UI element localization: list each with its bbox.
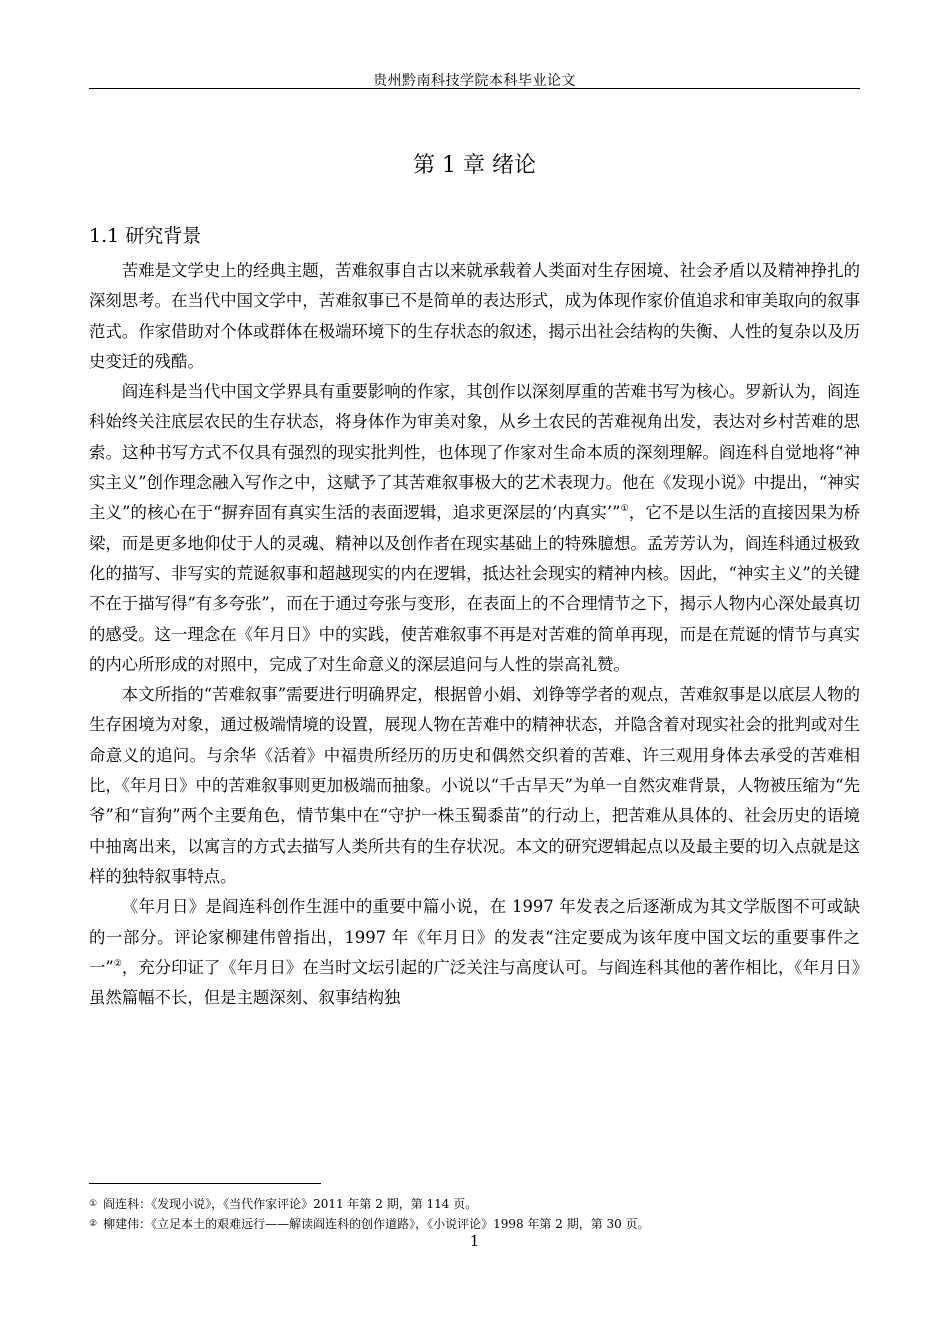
paragraph-2 [89, 377, 860, 680]
paragraph-4-part-1: 《年月日》是阎连科创作生涯中的重要中篇小说，在 1997 年发表之后逐渐成为其文学版图不可或缺的一部分。评论家柳建伟曾指出，1997 年《年月日》的发表“注定要成为该年度中国文坛的重要事件之一” [89, 897, 860, 977]
footnote-mark-2: ② [89, 1219, 98, 1229]
footnotes [89, 1194, 860, 1234]
footnote-2 [89, 1214, 860, 1234]
chapter-title: 第 1 章 绪论 [413, 153, 536, 178]
footnote-1 [89, 1194, 860, 1214]
footnote-text-2: 柳建伟：《立足本土的艰难远行——解读阎连科的创作道路》，《小说评论》1998 年第 2 期，第 30 页。 [103, 1217, 650, 1231]
section-title: 1.1 研究背景 [89, 225, 202, 247]
header-rule [89, 88, 860, 89]
footnote-separator [89, 1183, 321, 1184]
page-number: 1 [469, 1232, 480, 1250]
footnote-mark-1: ① [89, 1199, 98, 1209]
paragraph-3: 本文所指的“苦难叙事”需要进行明确界定，根据曾小娟、刘铮等学者的观点，苦难叙事是以底层人物的生存困境为对象，通过极端情境的设置，展现人物在苦难中的精神状态，并隐含着对现实社会的批判或对生命意义的追问。与余华《活着》中福贵所经历的历史和偶然交织着的苦难、许三观用身体去承受的苦难相比，《年月日》中的苦难叙事则更加极端而抽象。小说以“千古旱天”为单一自然灾难背景，人物被压缩为“先爷”和“盲狗”两个主要角色，情节集中在“守护一株玉蜀黍苗”的行动上，把苦难从具体的、社会历史的语境中抽离出来，以寓言的方式去描写人类所共有的生存状况。本文的研究逻辑起点以及最主要的切入点就是这样的独特叙事特点。 [89, 685, 860, 886]
body-text [89, 256, 860, 1013]
running-header: 贵州黔南科技学院本科毕业论文 [373, 73, 576, 89]
paragraph-4-part-2: ，充分印证了《年月日》在当时文坛引起的广泛关注与高度认可。与阎连科其他的著作相比，《年月日》虽然篇幅不长，但是主题深刻、叙事结构独 [89, 957, 860, 1008]
paragraph-1: 苦难是文学史上的经典主题，苦难叙事自古以来就承载着人类面对生存困境、社会矛盾以及精神挣扎的深刻思考。在当代中国文学中，苦难叙事已不是简单的表达形式，成为体现作家价值追求和审美取向的叙事范式。作家借助对个体或群体在极端环境下的生存状态的叙述，揭示出社会结构的失衡、人性的复杂以及历史变迁的残酷。 [89, 261, 860, 371]
footnote-ref-1[interactable]: ① [620, 504, 629, 515]
paragraph-4 [89, 892, 860, 1013]
footnote-ref-2[interactable]: ② [113, 958, 122, 969]
paragraph-2-part-1: 阎连科是当代中国文学界具有重要影响的作家，其创作以深刻厚重的苦难书写为核心。罗新认为，阎连科始终关注底层农民的生存状态，将身体作为审美对象，从乡土农民的苦难视角出发，表达对乡村苦难的思索。这种书写方式不仅具有强烈的现实批判性，也体现了作家对生命本质的深刻理解。阎连科自觉地将“神实主义”创作理念融入写作之中，这赋予了其苦难叙事极大的艺术表现力。他在《发现小说》中提出，“神实主义”的核心在于“摒弃固有真实生活的表面逻辑，追求更深层的‘内真实’” [89, 382, 860, 523]
footnote-text-1: 阎连科：《发现小说》，《当代作家评论》2011 年第 2 期，第 114 页。 [103, 1197, 478, 1211]
paragraph-2-part-2: ，它不是以生活的直接因果为桥梁，而是更多地仰仗于人的灵魂、精神以及创作者在现实基础上的特殊臆想。孟芳芳认为，阎连科通过极致化的描写、非写实的荒诞叙事和超越现实的内在逻辑，抵达社会现实的精神内核。因此，“神实主义”的关键不在于描写得“有多夸张”，而在于通过夸张与变形，在表面上的不合理情节之下，揭示人物内心深处最真切的感受。这一理念在《年月日》中的实践，使苦难叙事不再是对苦难的简单再现，而是在荒诞的情节与真实的内心所形成的对照中，完成了对生命意义的深层追问与人性的崇高礼赞。 [89, 503, 860, 674]
